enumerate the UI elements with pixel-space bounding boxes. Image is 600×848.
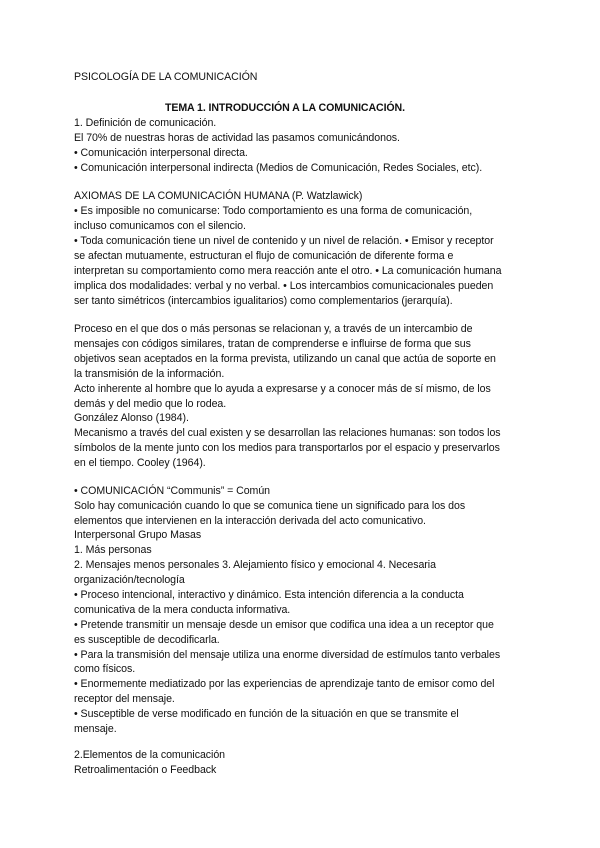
intro-line: El 70% de nuestras horas de actividad las pasamos comunicándonos. [74, 132, 400, 144]
definition-line: la transmisión de la información. [74, 368, 225, 380]
communis-line: receptor del mensaje. [74, 693, 175, 705]
communis-line: Interpersonal Grupo Masas [74, 529, 202, 541]
intro-line: 1. Definición de comunicación. [74, 117, 217, 129]
communis-line: • Pretende transmitir un mensaje desde un emisor que codifica una idea a un receptor que [74, 619, 494, 631]
communis-line: comunicativa de la mera conducta informativa. [74, 604, 291, 616]
axioms-line: incluso comunicamos con el silencio. [74, 220, 246, 232]
document-title: PSICOLOGÍA DE LA COMUNICACIÓN [74, 71, 258, 83]
communis-line: • Proceso intencional, interactivo y dinámico. Esta intención diferencia a la conducta [74, 589, 464, 601]
axioms-line: • Es imposible no comunicarse: Todo comportamiento es una forma de comunicación, [74, 205, 473, 217]
definition-line: Mecanismo a través del cual existen y se desarrollan las relaciones humanas: son todos los [74, 427, 501, 439]
communis-line: Solo hay comunicación cuando lo que se comunica tiene un significado para los dos [74, 500, 466, 512]
communis-line: mensaje. [74, 723, 117, 735]
definition-line: mensajes con códigos similares, tratan de comprenderse e influirse de forma que sus [74, 338, 471, 350]
definition-line: objetivos sean aceptados en la forma prevista, utilizando un canal que actúa de soporte en [74, 353, 496, 365]
axioms-line: implica dos modalidades: verbal y no verbal. • Los intercambios comunicacionales pueden [74, 280, 494, 292]
axioms-line: se afectan mutuamente, estructuran el flujo de comunicación de diferente forma e [74, 250, 454, 262]
axioms-line: interpretan su comportamiento como mera reacción ante el otro. • La comunicación humana [74, 265, 502, 277]
definition-line: Acto inherente al hombre que lo ayuda a expresarse y a conocer más de sí mismo, de los [74, 383, 491, 395]
communis-line: • Enormemente mediatizado por las experiencias de aprendizaje tanto de emisor como del [74, 678, 495, 690]
definition-line: símbolos de la mente junto con los medios para transportarlos por el espacio y preservarlos [74, 442, 500, 454]
definition-line: en el tiempo. Cooley (1964). [74, 457, 206, 469]
communis-line: • Para la transmisión del mensaje utiliza una enorme diversidad de estímulos tanto verbales [74, 649, 501, 661]
communis-line: elementos que intervienen en la interacción derivada del acto comunicativo. [74, 515, 426, 527]
axioms-line: ser tanto simétricos (intercambios igualitarios) como complementarios (jerarquía). [74, 295, 453, 307]
intro-line: • Comunicación interpersonal indirecta (Medios de Comunicación, Redes Sociales, etc). [74, 162, 483, 174]
communis-line: como físicos. [74, 663, 136, 675]
definition-line: demás y del medio que lo rodea. [74, 398, 227, 410]
definition-line: Proceso en el que dos o más personas se relacionan y, a través de un intercambio de [74, 323, 473, 335]
intro-line: • Comunicación interpersonal directa. [74, 147, 248, 159]
topic-title: TEMA 1. INTRODUCCIÓN A LA COMUNICACIÓN. [165, 102, 405, 114]
communis-heading: • COMUNICACIÓN “Communis” = Común [74, 485, 271, 497]
definition-citation: González Alonso (1984). [74, 412, 189, 424]
communis-line: 1. Más personas [74, 544, 152, 556]
elements-heading: 2.Elementos de la comunicación [74, 749, 226, 761]
elements-line: Retroalimentación o Feedback [74, 764, 217, 776]
communis-line: es susceptible de decodificarla. [74, 634, 220, 646]
communis-line: • Susceptible de verse modificado en función de la situación en que se transmite el [74, 708, 459, 720]
axioms-heading: AXIOMAS DE LA COMUNICACIÓN HUMANA (P. Watzlawick) [74, 190, 363, 202]
axioms-line: • Toda comunicación tiene un nivel de contenido y un nivel de relación. • Emisor y receptor [74, 235, 494, 247]
communis-line: organización/tecnología [74, 574, 185, 586]
communis-line: 2. Mensajes menos personales 3. Alejamiento físico y emocional 4. Necesaria [74, 559, 436, 571]
